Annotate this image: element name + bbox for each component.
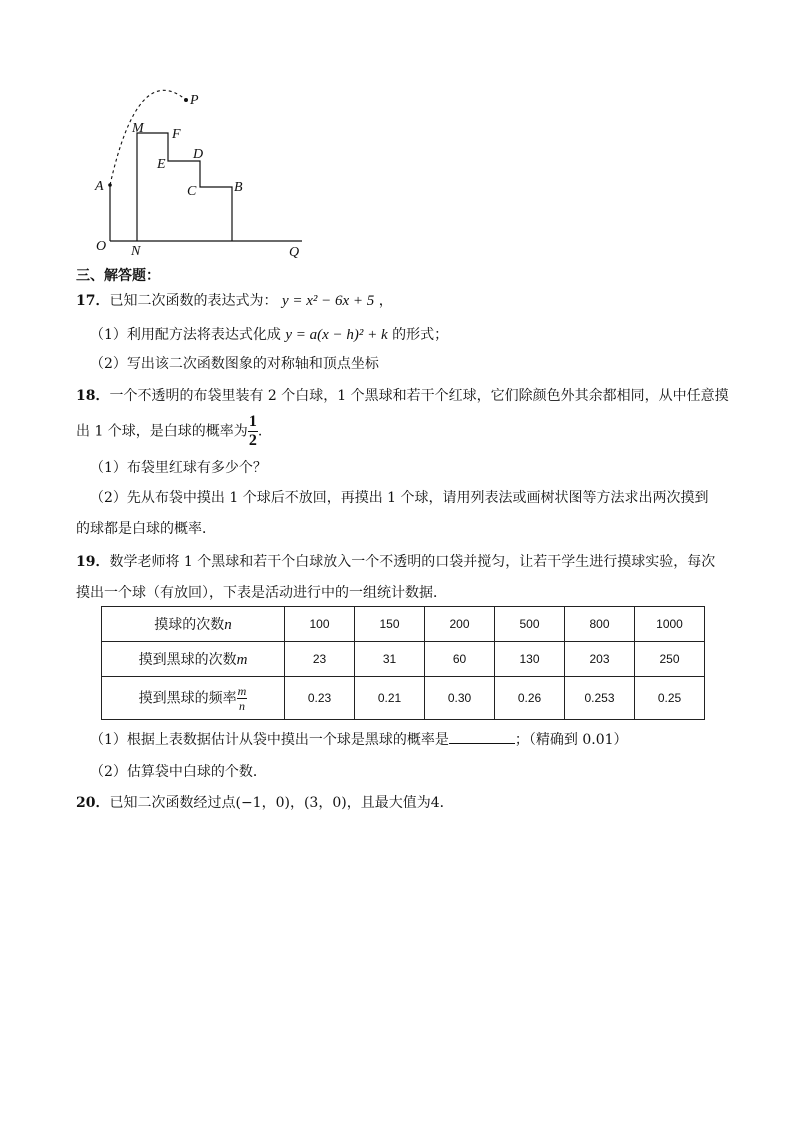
question-19-line2: 摸出一个球（有放回），下表是活动进行中的一组统计数据．: [76, 585, 447, 601]
question-18-line1: [76, 385, 729, 405]
question-number: 20．: [76, 795, 110, 811]
label-d: D: [193, 147, 204, 162]
table-row: [102, 607, 705, 642]
statistics-table: [101, 606, 705, 720]
question-number: 17．: [76, 293, 110, 309]
table-cell: 0.253: [565, 677, 635, 720]
label-a: A: [95, 179, 104, 194]
question-number: 19．: [76, 554, 110, 570]
question-18-line2: [76, 414, 262, 449]
table-cell: 0.26: [495, 677, 565, 720]
label-o: O: [96, 239, 107, 254]
table-cell: 130: [495, 642, 565, 677]
row-header-black-frequency: 摸到黑球的频率 $\frac{m}{n}$: [102, 677, 285, 720]
table-cell: 800: [565, 607, 635, 642]
probability-fraction: [248, 414, 258, 449]
staircase-parabola-figure: [80, 80, 320, 265]
table-cell: 31: [355, 642, 425, 677]
question-text: 已知二次函数的表达式为：: [109, 293, 278, 309]
fraction-denominator: 2: [248, 432, 257, 449]
table-cell: 1000: [635, 607, 705, 642]
table-cell: 0.21: [355, 677, 425, 720]
table-cell: 203: [565, 642, 635, 677]
vertex-form-formula: y = a(x − h)² + k: [285, 327, 388, 343]
question-17-part2: （2）写出该二次函数图象的对称轴和顶点坐标: [90, 356, 379, 372]
question-text: 出 1 个球，是白球的概率为: [76, 423, 248, 440]
frequency-fraction: $\frac{m}{n}$: [237, 683, 247, 713]
question-19-part1: [90, 729, 628, 749]
formula-y: y: [281, 293, 289, 309]
question-text-end: .: [257, 423, 263, 440]
point-a: [108, 183, 112, 187]
stair-outline: [137, 133, 232, 241]
question-19-part2: （2）估算袋中白球的个数．: [90, 764, 267, 780]
table-cell: 0.25: [635, 677, 705, 720]
point-p: [184, 98, 188, 102]
question-text: 一个不透明的布袋里装有 2 个白球，1 个黑球和若干个红球，它们除颜色外其余都相同，从中任意摸: [109, 388, 729, 404]
table-cell: 23: [285, 642, 355, 677]
part-text-end: ；（精确到 0.01）: [514, 732, 628, 748]
table-cell: 0.30: [425, 677, 495, 720]
formula-expression: = x² − 6x + 5: [288, 293, 375, 309]
table-cell: 200: [425, 607, 495, 642]
question-20: [76, 792, 454, 812]
part-text: （1）利用配方法将表达式化成: [90, 327, 286, 343]
table-cell: 250: [635, 642, 705, 677]
label-m: M: [132, 121, 144, 136]
row-header-draws: 摸球的次数n: [102, 607, 285, 642]
question-text: 数学老师将 1 个黑球和若干个白球放入一个不透明的口袋并搅匀，让若干学生进行摸球实验，每次: [109, 554, 716, 570]
answer-blank[interactable]: [449, 729, 515, 744]
label-q: Q: [289, 245, 300, 260]
section-title: 三、解答题：: [76, 268, 160, 284]
table-cell: 100: [285, 607, 355, 642]
table-row: [102, 677, 705, 720]
table-row: [102, 642, 705, 677]
label-n: N: [131, 244, 141, 259]
table-cell: 150: [355, 607, 425, 642]
table-cell: 500: [495, 607, 565, 642]
label-b: B: [234, 180, 243, 195]
label-c: C: [187, 184, 197, 199]
part-text-end: 的形式；: [387, 327, 449, 343]
label-f: F: [172, 127, 181, 142]
question-17-part1: [90, 324, 448, 344]
row-header-black-count: 摸到黑球的次数m: [102, 642, 285, 677]
question-text: 已知二次函数经过点(−1，0)，(3，0)，且最大值为4．: [109, 795, 454, 811]
label-p: P: [190, 93, 199, 108]
question-text-end: ，: [374, 293, 393, 309]
table-cell: 0.23: [285, 677, 355, 720]
question-18-part2-line1: （2）先从布袋中摸出 1 个球后不放回，再摸出 1 个球，请用列表法或画树状图等方法求出两次摸到: [90, 490, 709, 506]
question-number: 18．: [76, 388, 110, 404]
question-17-stem: [76, 290, 393, 310]
table-cell: 60: [425, 642, 495, 677]
fraction-numerator: 1: [248, 413, 257, 430]
question-18-part2-line2: 的球都是白球的概率．: [76, 521, 216, 537]
question-18-part1: （1）布袋里红球有多少个？: [90, 460, 267, 476]
part-text: （1）根据上表数据估计从袋中摸出一个球是黑球的概率是: [90, 732, 449, 748]
question-19-line1: [76, 551, 715, 571]
label-e: E: [157, 157, 166, 172]
